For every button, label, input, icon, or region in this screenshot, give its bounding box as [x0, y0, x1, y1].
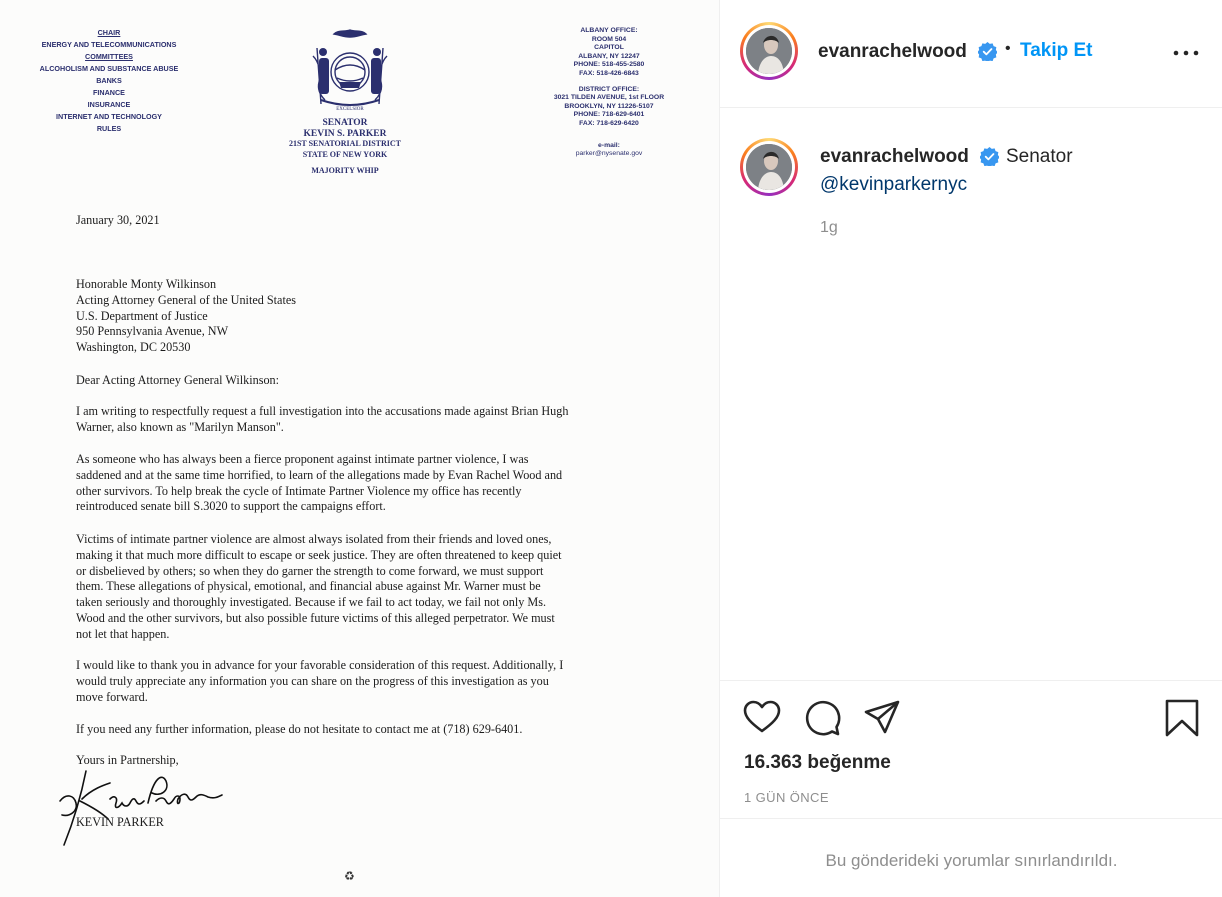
paragraph-line: not let that happen. — [76, 626, 170, 641]
recycle-icon: ♻ — [344, 869, 355, 883]
verified-badge-icon — [978, 42, 997, 61]
letterhead-line: PHONE: 518-455-2580 — [573, 61, 645, 69]
letterhead-line: ENERGY AND TELECOMMUNICATIONS — [41, 40, 177, 49]
letterhead-line: ROOM 504 — [591, 35, 627, 43]
paragraph-line: taken seriously and thoroughly investigated. Because if we fail to act today, we fail not only Ms. — [76, 595, 547, 610]
paragraph-line: making it that much more difficult to escape or seek justice. They are often threatened to keep quiet — [76, 547, 562, 562]
paragraph-line: reintroduced senate bill S.3020 to support the campaigns effort. — [76, 499, 386, 514]
more-options-icon[interactable] — [1172, 44, 1200, 62]
letterhead-line: 3021 TILDEN AVENUE, 1st FLOOR — [553, 94, 665, 102]
letter-paragraph — [76, 452, 562, 515]
bookmark-icon[interactable] — [1162, 698, 1202, 738]
letterhead-line: e-mail: — [598, 141, 620, 149]
paragraph-line: them. These allegations of physical, emotional, and financial abuse against Mr. Warner must be — [76, 579, 541, 594]
letterhead-line: parker@nysenate.gov — [575, 150, 643, 158]
paragraph-line: would truly appreciate any information you can share on the progress of this investigation as you — [76, 673, 549, 688]
letter-address — [76, 277, 296, 356]
address-line: Acting Attorney General of the United States — [76, 292, 296, 307]
paragraph-line: saddened and at the same time horrified, to learn of the allegations made by Evan Rachel Wood and — [76, 467, 563, 482]
letterhead-line: MAJORITY WHIP — [311, 166, 379, 175]
paragraph-line: If you need any further information, please do not hesitate to contact me at (718) 629-6401. — [76, 722, 523, 736]
comment-icon[interactable] — [802, 698, 842, 738]
address-line: Honorable Monty Wilkinson — [76, 277, 217, 291]
letterhead-line: BROOKLYN, NY 11226-5107 — [564, 102, 654, 110]
letterhead-line: BANKS — [96, 76, 122, 85]
caption-username[interactable]: evanrachelwood — [820, 146, 969, 167]
separator-dot: • — [1005, 40, 1011, 57]
post-age[interactable]: 1 GÜN ÖNCE — [744, 790, 829, 805]
letter-salutation: Dear Acting Attorney General Wilkinson: — [76, 373, 280, 387]
comments-limited-notice: Bu gönderideki yorumlar sınırlandırıldı. — [825, 851, 1118, 870]
letterhead-line: FINANCE — [93, 88, 125, 97]
share-icon[interactable] — [862, 698, 902, 738]
letterhead-line: STATE OF NEW YORK — [302, 149, 388, 159]
profile-photo-icon — [746, 144, 792, 190]
avatar-photo — [746, 28, 792, 74]
seal-motto: EXCELSIOR — [336, 107, 364, 112]
avatar-border — [743, 25, 795, 77]
letterhead-line: KEVIN S. PARKER — [303, 128, 387, 139]
address-line: Washington, DC 20530 — [76, 340, 191, 355]
spacer — [528, 129, 690, 142]
caption-timestamp[interactable]: 1g — [820, 219, 838, 236]
verified-badge-icon — [980, 147, 999, 166]
signature-name: KEVIN PARKER — [76, 815, 164, 829]
letterhead-line: RULES — [96, 124, 122, 133]
address-line: 950 Pennsylvania Avenue, NW — [76, 324, 229, 339]
letterhead-line: CAPITOL — [594, 44, 624, 52]
letterhead-offices — [528, 27, 690, 159]
letter-paragraph — [76, 532, 562, 643]
avatar[interactable] — [740, 22, 798, 80]
paragraph-line: or disbelieved by others; so when they do garner the strength to come forward, we must support — [76, 563, 544, 578]
letter-paragraph — [76, 722, 522, 738]
letter-date: January 30, 2021 — [76, 213, 160, 227]
paragraph-line: move forward. — [76, 689, 148, 704]
profile-photo-icon — [746, 28, 792, 74]
letterhead-line: 21ST SENATORIAL DISTRICT — [288, 139, 402, 148]
letterhead-line: ALCOHOLISM AND SUBSTANCE ABUSE — [39, 64, 179, 73]
ny-state-seal-icon — [305, 26, 395, 114]
caption-mention-link[interactable]: @kevinparkernyc — [820, 174, 968, 195]
like-count[interactable]: 16.363 beğenme — [744, 752, 891, 773]
paragraph-line: As someone who has always been a fierce proponent against intimate partner violence, I was — [76, 452, 529, 466]
letterhead-line: DISTRICT OFFICE: — [578, 85, 640, 93]
letter-closing: Yours in Partnership, — [76, 753, 179, 767]
comment-area — [720, 818, 1222, 897]
paragraph-line: Warner, also known as "Marilyn Manson". — [76, 419, 284, 434]
caption-avatar[interactable] — [740, 138, 798, 196]
paragraph-line: Wood and the other survivors, but also possible future victims of this alleged perpetrator. We must — [76, 610, 555, 625]
post-header — [720, 0, 1222, 108]
letterhead-line: ALBANY, NY 12247 — [578, 52, 640, 60]
letterhead-line: FAX: 518-426-6843 — [579, 69, 639, 77]
paragraph-line: other survivors. To help break the cycle of Intimate Partner Violence my office has recently — [76, 483, 522, 498]
paragraph-line: I would like to thank you in advance for your favorable consideration of this request. Additionally, I — [76, 658, 564, 672]
spacer — [528, 79, 690, 86]
handwritten-signature — [52, 765, 227, 847]
caption-text: Senator — [1006, 146, 1073, 167]
avatar-border — [743, 141, 795, 193]
letterhead-line: ALBANY OFFICE: — [580, 27, 638, 34]
letterhead-line: CHAIR — [97, 28, 121, 37]
letter-paragraph — [76, 658, 563, 705]
letterhead-line: INSURANCE — [87, 100, 131, 109]
avatar-photo — [746, 144, 792, 190]
letterhead-line: COMMITTEES — [85, 52, 133, 61]
paragraph-line: I am writing to respectfully request a full investigation into the accusations made against Brian Hugh — [76, 404, 569, 418]
letterhead-line: INTERNET AND TECHNOLOGY — [56, 112, 162, 121]
post-actions — [720, 680, 1222, 896]
letterhead-senator — [270, 118, 420, 177]
address-line: U.S. Department of Justice — [76, 308, 208, 323]
letterhead-line: FAX: 718-629-6420 — [579, 119, 639, 127]
header-username[interactable]: evanrachelwood — [818, 41, 967, 62]
letterhead-committees — [28, 27, 190, 135]
follow-button[interactable]: Takip Et — [1020, 40, 1093, 61]
heart-icon[interactable] — [742, 698, 782, 738]
letterhead-line: PHONE: 718-629-6401 — [573, 111, 645, 119]
letterhead-line: SENATOR — [322, 118, 368, 128]
letter-paragraph — [76, 404, 568, 436]
paragraph-line: Victims of intimate partner violence are almost always isolated from their friends and loved ones, — [76, 532, 552, 546]
post-side-panel — [719, 0, 1222, 897]
